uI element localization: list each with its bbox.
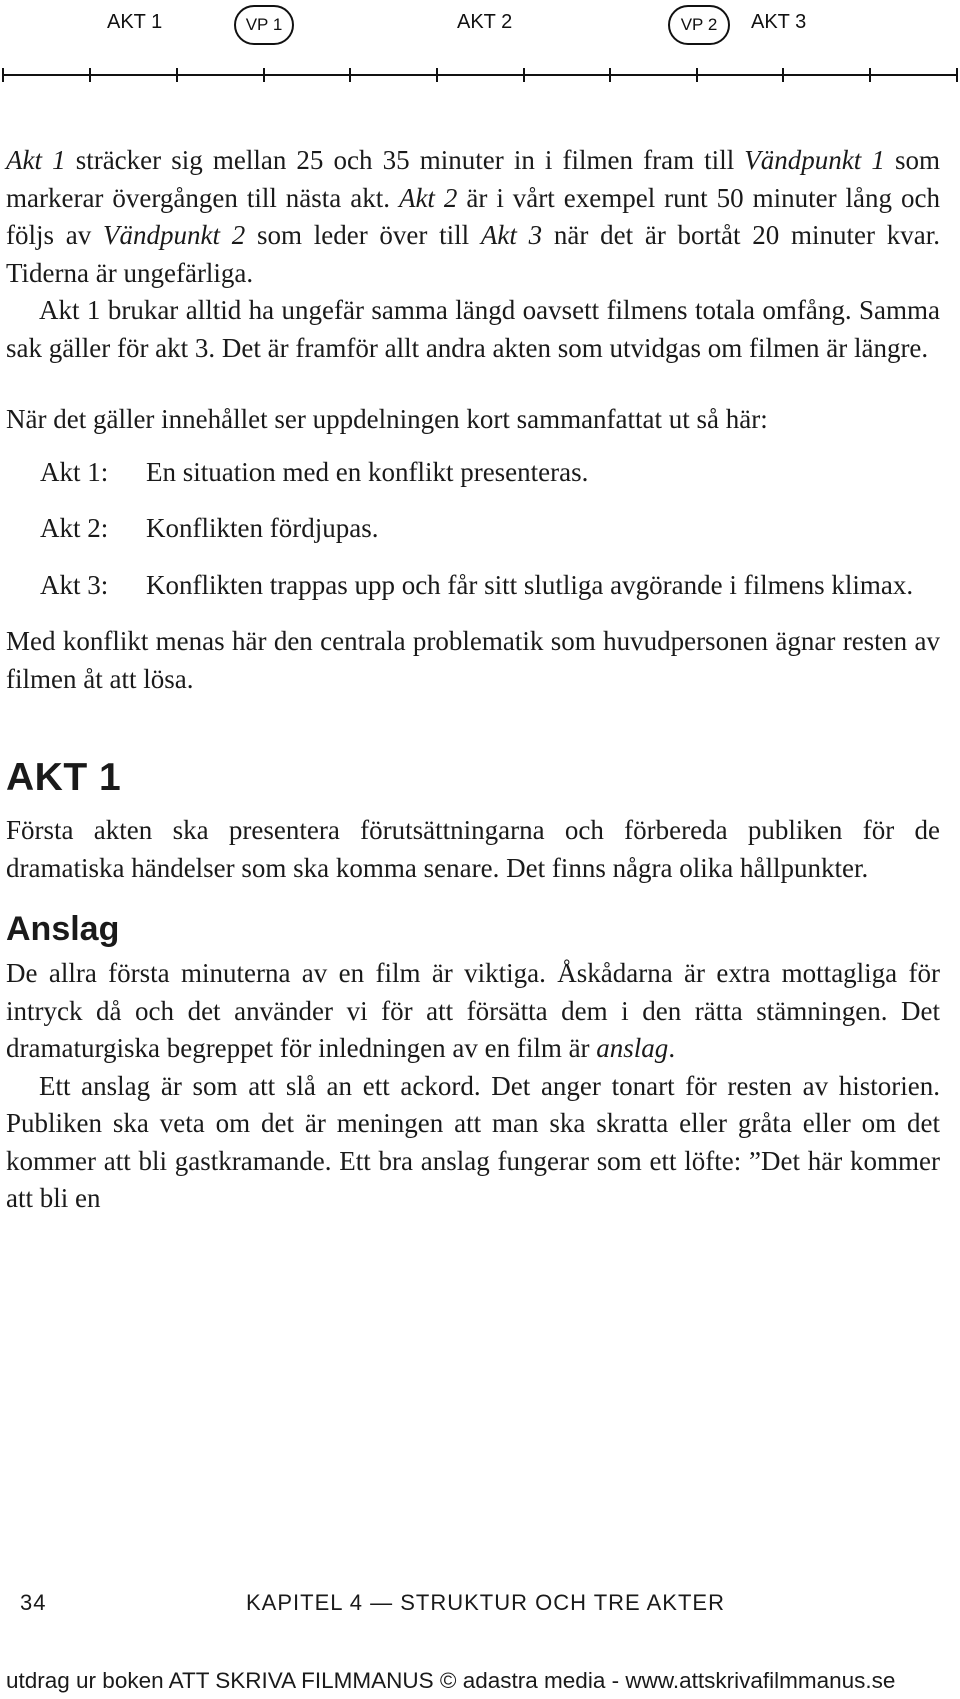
text-span: De allra första minuterna av en film är viktiga. Åskådarna är extra mottagliga för intryck då och det använder vi för att försätta dem i den rätta stämningen. Det dramaturgiska begreppet för inledningen av en film är xyxy=(6,958,940,1063)
act-label: Akt 1: xyxy=(40,456,109,487)
act-description: Konflikten fördjupas. xyxy=(146,513,379,543)
paragraph-content-summary: När det gäller innehållet ser uppdelningen kort sammanfattat ut så här: xyxy=(6,404,768,434)
timeline-label-vp2: VP 2 xyxy=(668,5,730,45)
text-span: när det är bortåt 20 minuter kvar. Tiderna är ungefärliga. xyxy=(6,220,940,288)
timeline-axis xyxy=(0,0,960,95)
term-akt1: Akt 1 xyxy=(6,145,66,175)
term-akt2: Akt 2 xyxy=(398,182,458,213)
list-item xyxy=(40,454,940,492)
term-akt3: Akt 3 xyxy=(480,220,543,250)
acts-list xyxy=(40,454,940,605)
text-span: sträcker sig mellan 25 och 35 minuter in i filmen fram till xyxy=(65,145,745,175)
timeline-label-akt3: AKT 3 xyxy=(751,11,807,33)
paragraph-conflict: Med konflikt menas här den centrala problematik som huvudpersonen ägnar resten av filmen åt att lösa. xyxy=(6,626,940,694)
act-label: Akt 2: xyxy=(40,513,109,543)
list-item xyxy=(40,510,940,548)
term-vandpunkt2: Vändpunkt 2 xyxy=(102,220,246,250)
act-timeline xyxy=(0,0,960,95)
paragraph-anslag xyxy=(6,955,940,1068)
term-anslag: anslag xyxy=(596,1033,669,1063)
excerpt-credit: utdrag ur boken ATT SKRIVA FILMMANUS © adastra media - www.attskrivafilmmanus.se xyxy=(6,1668,896,1693)
heading-akt1: AKT 1 xyxy=(6,756,122,799)
list-item xyxy=(40,567,940,605)
heading-anslag: Anslag xyxy=(6,910,120,948)
timeline-label-vp1: VP 1 xyxy=(234,5,294,45)
page-body xyxy=(6,142,940,1218)
paragraph-first-act: Första akten ska presentera förutsättningarna och förbereda publiken för de dramatiska händelser som ska komma senare. Det finns några olika hållpunkter. xyxy=(6,815,940,883)
act-label: Akt 3: xyxy=(40,569,109,600)
timeline-label-akt1: AKT 1 xyxy=(107,11,163,33)
chapter-title: KAPITEL 4 — STRUKTUR OCH TRE AKTER xyxy=(246,1590,725,1615)
paragraph-intro xyxy=(6,142,940,292)
paragraph-chord: Ett anslag är som att slå an ett ackord. Det anger tonart för resten av historien. Publiken ska veta om det är meningen att man ska skratta eller gråta eller om det kommer att bli gastkramande. Ett bra anslag fungerar som ett löfte: ”Det här kommer att bli en xyxy=(6,1070,940,1213)
act-description: Konflikten trappas upp och får sitt slutliga avgörande i filmens klimax. xyxy=(146,569,914,600)
text-span: som leder över till xyxy=(245,220,481,250)
text-span: som markerar övergången till nästa akt. xyxy=(6,145,941,213)
term-vandpunkt1: Vändpunkt 1 xyxy=(744,145,885,175)
text-span: är i vårt exempel runt 50 minuter lång och följs av xyxy=(6,182,940,250)
paragraph-act-length: Akt 1 brukar alltid ha ungefär samma längd oavsett filmens totala omfång. Samma sak gäller för akt 3. Det är framför allt andra akten som utvidgas om filmen är längre. xyxy=(6,295,940,363)
text-span: . xyxy=(668,1033,676,1063)
timeline-label-akt2: AKT 2 xyxy=(457,11,513,33)
page-number: 34 xyxy=(20,1590,47,1615)
act-description: En situation med en konflikt presenteras. xyxy=(146,456,589,487)
